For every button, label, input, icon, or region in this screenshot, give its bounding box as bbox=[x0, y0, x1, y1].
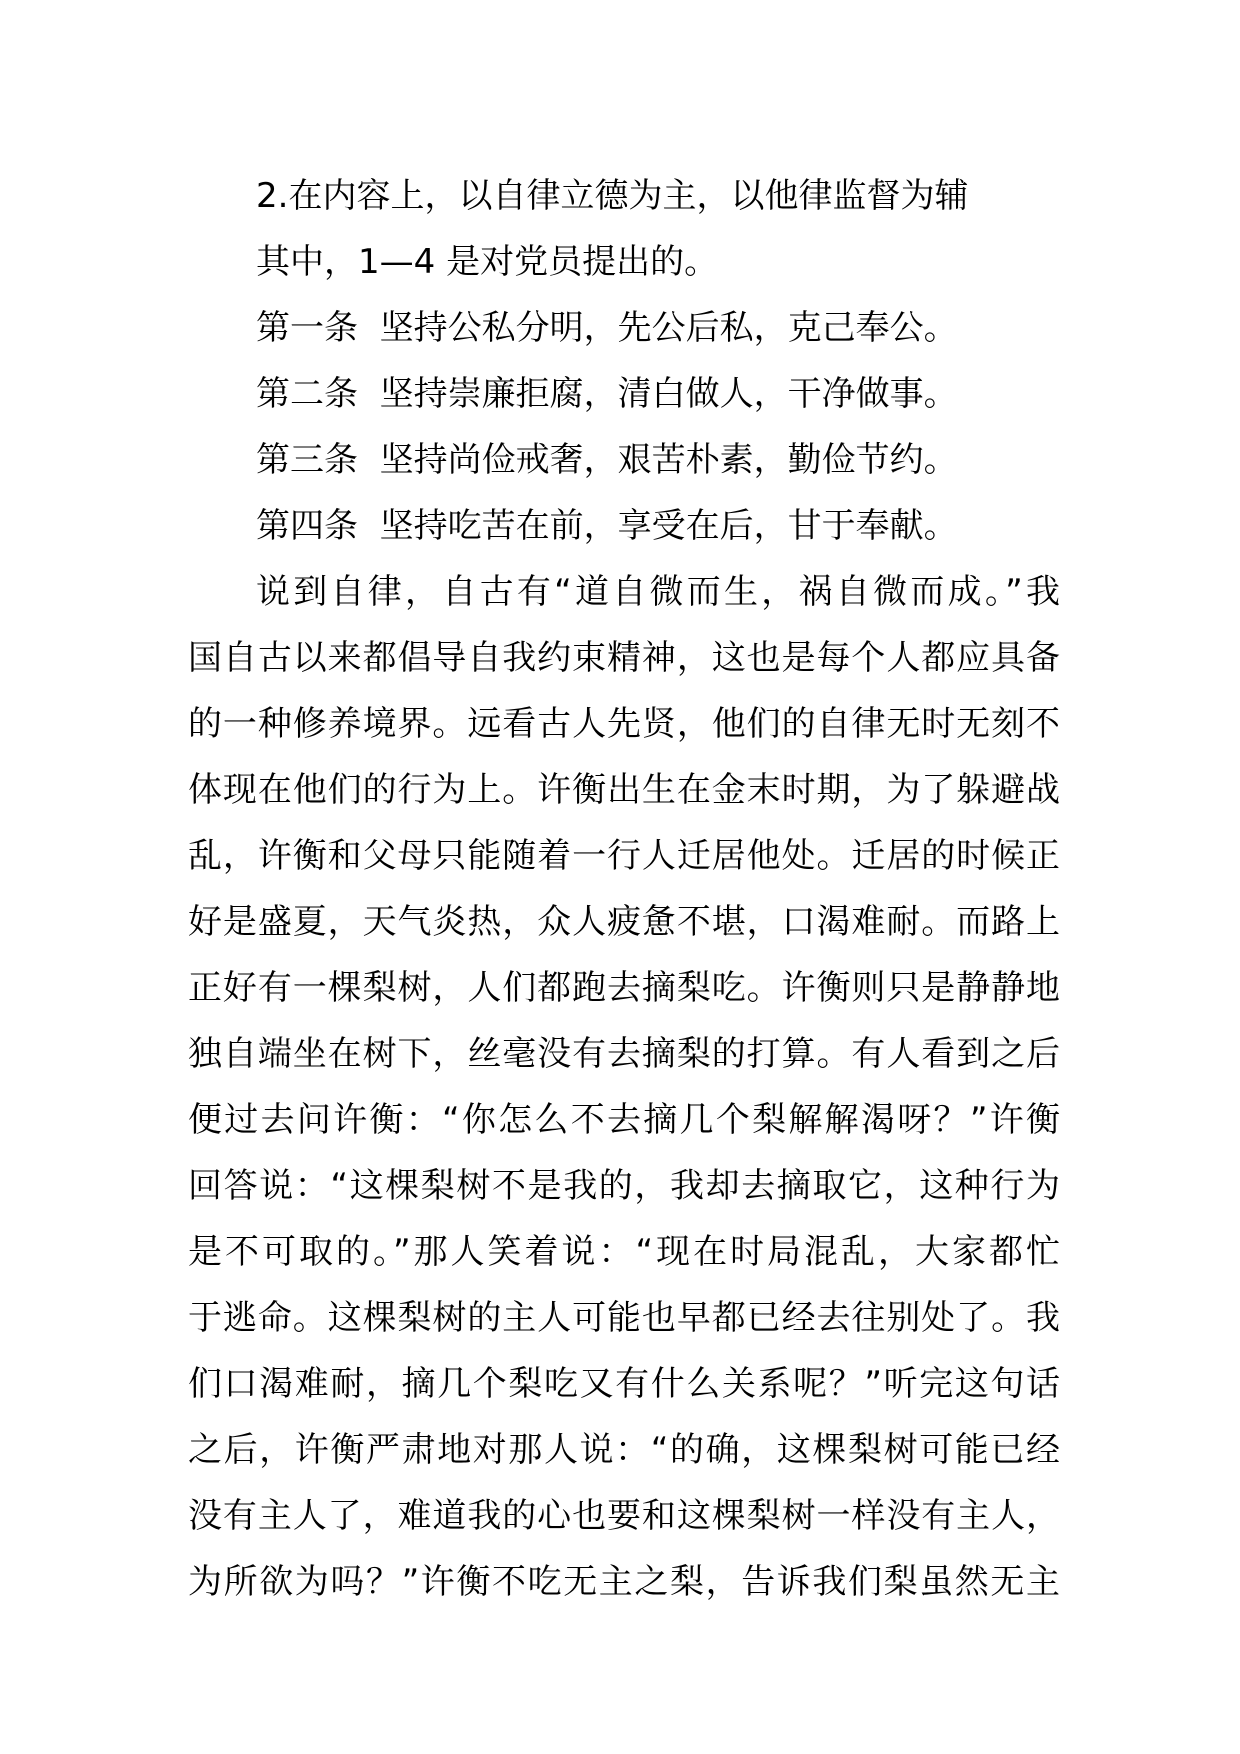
text-line-20: 之后，许衡严肃地对那人说：“的确，这棵梨树可能已经 bbox=[188, 1430, 1060, 1470]
text-line-13: 正好有一棵梨树，人们都跑去摘梨吃。许衡则只是静静地 bbox=[188, 968, 1060, 1008]
text-line-11: 乱，许衡和父母只能随着一行人迁居他处。迁居的时候正 bbox=[188, 836, 1060, 876]
text-line-6: 第四条 坚持吃苦在前，享受在后，甘于奉献。 bbox=[256, 506, 958, 546]
text-line-4: 第二条 坚持崇廉拒腐，清白做人，干净做事。 bbox=[256, 374, 958, 414]
text-line-15: 便过去问许衡：“你怎么不去摘几个梨解解渴呀？”许衡 bbox=[188, 1100, 1060, 1140]
text-line-17: 是不可取的。”那人笑着说：“现在时局混乱，大家都忙 bbox=[188, 1232, 1060, 1272]
text-line-7: 说到自律，自古有“道自微而生，祸自微而成。”我 bbox=[256, 572, 1060, 612]
text-line-1: 2.在内容上，以自律立德为主，以他律监督为辅 bbox=[256, 176, 969, 216]
text-line-5: 第三条 坚持尚俭戒奢，艰苦朴素，勤俭节约。 bbox=[256, 440, 958, 480]
text-line-18: 于逃命。这棵梨树的主人可能也早都已经去往别处了。我 bbox=[188, 1298, 1060, 1338]
text-line-14: 独自端坐在树下，丝毫没有去摘梨的打算。有人看到之后 bbox=[188, 1034, 1060, 1074]
text-line-9: 的一种修养境界。远看古人先贤，他们的自律无时无刻不 bbox=[188, 704, 1060, 744]
text-line-8: 国自古以来都倡导自我约束精神，这也是每个人都应具备 bbox=[188, 638, 1060, 678]
text-line-21: 没有主人了，难道我的心也要和这棵梨树一样没有主人， bbox=[188, 1496, 1060, 1536]
text-line-19: 们口渴难耐，摘几个梨吃又有什么关系呢？”听完这句话 bbox=[188, 1364, 1060, 1404]
text-line-2: 其中，1—4 是对党员提出的。 bbox=[256, 242, 719, 282]
text-line-10: 体现在他们的行为上。许衡出生在金末时期，为了躲避战 bbox=[188, 770, 1060, 810]
text-line-3: 第一条 坚持公私分明，先公后私，克己奉公。 bbox=[256, 308, 958, 348]
text-line-12: 好是盛夏，天气炎热，众人疲惫不堪，口渴难耐。而路上 bbox=[188, 902, 1060, 942]
text-line-22: 为所欲为吗？”许衡不吃无主之梨，告诉我们梨虽然无主 bbox=[188, 1562, 1060, 1602]
text-line-16: 回答说：“这棵梨树不是我的，我却去摘取它，这种行为 bbox=[188, 1166, 1060, 1206]
